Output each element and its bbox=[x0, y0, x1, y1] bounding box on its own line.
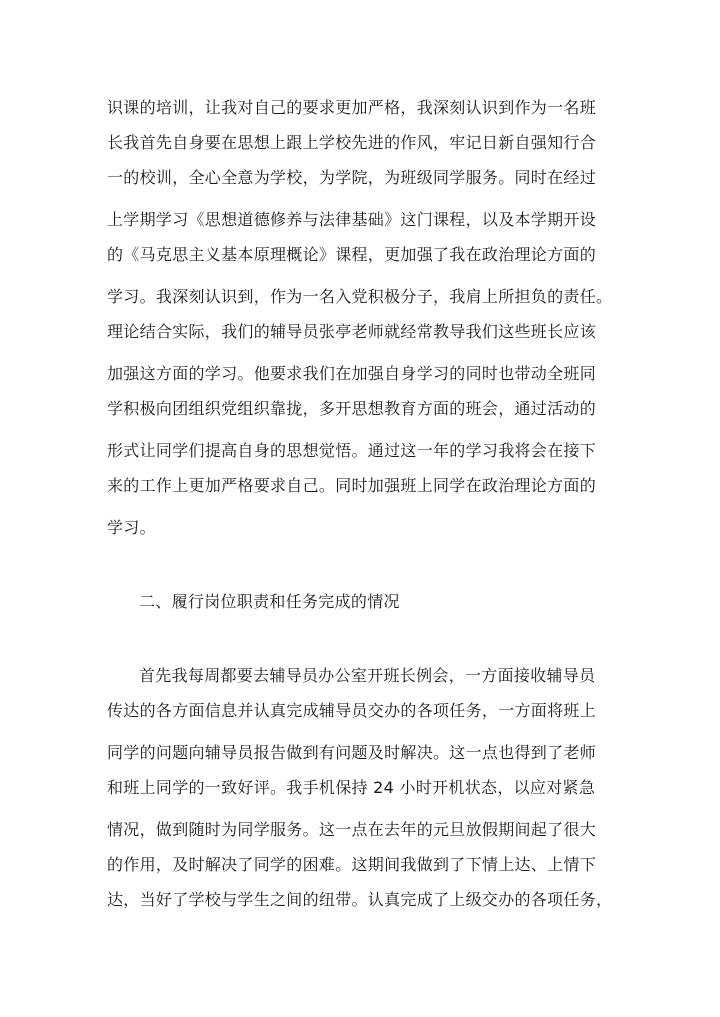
paragraph-1-line: 一的校训，全心全意为学校，为学院，为班级同学服务。同时在经过 bbox=[107, 168, 597, 187]
paragraph-2-line: 的作用，及时解决了同学的困难。这期间我做到了下情上达、上情下 bbox=[107, 855, 597, 874]
paragraph-2-line: 达，当好了学校与学生之间的纽带。认真完成了上级交办的各项任务， bbox=[107, 890, 613, 909]
paragraph-2-line: 首先我每周都要去辅导员办公室开班长例会，一方面接收辅导员 bbox=[139, 666, 596, 685]
paragraph-2-line: 传达的各方面信息并认真完成辅导员交办的各项任务，一方面将班上 bbox=[107, 701, 597, 720]
section-heading: 二、履行岗位职责和任务完成的情况 bbox=[139, 592, 400, 611]
paragraph-1-line: 学习。 bbox=[107, 518, 156, 537]
paragraph-1-line: 上学期学习《思想道德修养与法律基础》这门课程，以及本学期开设 bbox=[107, 210, 597, 229]
paragraph-1-line: 加强这方面的学习。他要求我们在加强自身学习的同时也带动全班同 bbox=[107, 364, 597, 383]
paragraph-1-line: 形式让同学们提高自身的思想觉悟。通过这一年的学习我将会在接下 bbox=[107, 441, 597, 460]
paragraph-1-line: 学习。我深刻认识到，作为一名入党积极分子，我肩上所担负的责任。 bbox=[107, 287, 613, 306]
paragraph-2-line: 情况，做到随时为同学服务。这一点在去年的元旦放假期间起了很大 bbox=[107, 820, 597, 839]
paragraph-1-line: 识课的培训，让我对自己的要求更加严格，我深刻认识到作为一名班 bbox=[107, 98, 597, 117]
paragraph-1-line: 来的工作上更加严格要求自己。同时加强班上同学在政治理论方面的 bbox=[107, 476, 597, 495]
paragraph-1-line: 长我首先自身要在思想上跟上学校先进的作风，牢记日新自强知行合 bbox=[107, 133, 597, 152]
paragraph-2-line: 和班上同学的一致好评。我手机保持 24 小时开机状态，以应对紧急 bbox=[107, 778, 596, 797]
paragraph-1-line: 理论结合实际，我们的辅导员张亭老师就经常教导我们这些班长应该 bbox=[107, 322, 597, 341]
paragraph-2-line: 同学的问题向辅导员报告做到有问题及时解决。这一点也得到了老师 bbox=[107, 743, 597, 762]
paragraph-1-line: 学积极向团组织党组织靠拢，多开思想教育方面的班会，通过活动的 bbox=[107, 399, 597, 418]
paragraph-1-line: 的《马克思主义基本原理概论》课程，更加强了我在政治理论方面的 bbox=[107, 245, 597, 264]
